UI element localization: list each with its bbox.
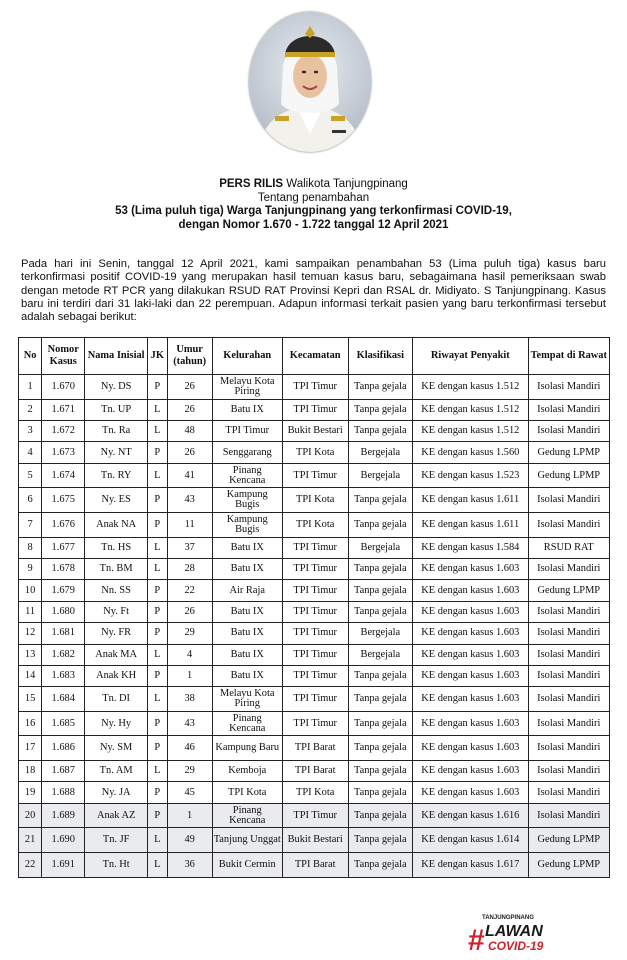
- table-header-row: [19, 338, 610, 375]
- cell-tempat-dirawat: Isolasi Mandiri: [528, 558, 609, 579]
- cell-umur: 26: [167, 442, 212, 463]
- cell-nama-inisial: Tn. BM: [85, 558, 148, 579]
- cell-klasifikasi: Tanpa gejala: [348, 375, 413, 400]
- cell-riwayat-penyakit: KE dengan kasus 1.603: [413, 623, 528, 644]
- col-header-klasifikasi: Klasifikasi: [348, 338, 413, 375]
- col-header-jk: JK: [147, 338, 167, 375]
- table-row: [19, 803, 610, 828]
- cell-jk: L: [147, 853, 167, 878]
- cell-kecamatan: TPI Timur: [282, 537, 348, 558]
- cell-no: 21: [19, 828, 42, 853]
- col-header-tempat-dirawat: Tempat di Rawat: [528, 338, 609, 375]
- cell-no: 7: [19, 512, 42, 537]
- cell-kecamatan: TPI Timur: [282, 580, 348, 601]
- cell-jk: P: [147, 803, 167, 828]
- cell-jk: P: [147, 512, 167, 537]
- cell-kelurahan: Batu IX: [212, 623, 282, 644]
- cell-klasifikasi: Bergejala: [348, 644, 413, 665]
- cell-kecamatan: TPI Barat: [282, 853, 348, 878]
- table-row: [19, 687, 610, 712]
- cell-klasifikasi: Tanpa gejala: [348, 488, 413, 513]
- cell-umur: 37: [167, 537, 212, 558]
- cell-jk: L: [147, 420, 167, 441]
- col-header-kelurahan: Kelurahan: [212, 338, 282, 375]
- cell-tempat-dirawat: Isolasi Mandiri: [528, 644, 609, 665]
- cell-kelurahan: Batu IX: [212, 537, 282, 558]
- cell-nomor-kasus: 1.673: [42, 442, 85, 463]
- cell-nama-inisial: Ny. FR: [85, 623, 148, 644]
- cell-no: 17: [19, 736, 42, 761]
- intro-paragraph: Pada hari ini Senin, tanggal 12 April 2021, kami sampaikan penambahan 53 (Lima puluh tiga) kasus baru terkonfirmasi positif COVID-19 yang merupakan hasil temuan kasus baru, sebagaimana hasil pemeriksaan swab dengan metode RT PCR yang dilakukan RSUD RAT Provinsi Kepri dan RSAL dr. Midiyato. S Tanjungpinang. Kasus baru ini terdiri dari 31 laki-laki dan 22 perempuan. Adapun informasi terkait pasien yang baru terkonfirmasi tersebut adalah sebagai berikut:: [21, 258, 606, 324]
- table-row: [19, 512, 610, 537]
- cell-tempat-dirawat: Gedung LPMP: [528, 828, 609, 853]
- cell-kelurahan: Melayu Kota Piring: [212, 375, 282, 400]
- cell-umur: 26: [167, 375, 212, 400]
- cell-riwayat-penyakit: KE dengan kasus 1.560: [413, 442, 528, 463]
- cell-umur: 43: [167, 488, 212, 513]
- cell-nama-inisial: Tn. UP: [85, 399, 148, 420]
- cell-no: 10: [19, 580, 42, 601]
- cell-no: 11: [19, 601, 42, 622]
- cell-riwayat-penyakit: KE dengan kasus 1.512: [413, 399, 528, 420]
- cell-nomor-kasus: 1.676: [42, 512, 85, 537]
- cell-nama-inisial: Ny. SM: [85, 736, 148, 761]
- cell-tempat-dirawat: Isolasi Mandiri: [528, 375, 609, 400]
- cell-riwayat-penyakit: KE dengan kasus 1.603: [413, 736, 528, 761]
- table-row: [19, 580, 610, 601]
- cell-tempat-dirawat: Gedung LPMP: [528, 580, 609, 601]
- cell-nomor-kasus: 1.686: [42, 736, 85, 761]
- press-release-header: [0, 178, 627, 232]
- table-row: [19, 442, 610, 463]
- cell-no: 20: [19, 803, 42, 828]
- cell-klasifikasi: Tanpa gejala: [348, 828, 413, 853]
- cell-kecamatan: Bukit Bestari: [282, 828, 348, 853]
- cell-klasifikasi: Tanpa gejala: [348, 512, 413, 537]
- case-table: [18, 337, 610, 878]
- cell-riwayat-penyakit: KE dengan kasus 1.603: [413, 687, 528, 712]
- cell-nomor-kasus: 1.675: [42, 488, 85, 513]
- cell-umur: 36: [167, 853, 212, 878]
- cell-nama-inisial: Ny. JA: [85, 782, 148, 803]
- cell-jk: P: [147, 442, 167, 463]
- table-row: [19, 711, 610, 736]
- cell-nomor-kasus: 1.670: [42, 375, 85, 400]
- cell-klasifikasi: Tanpa gejala: [348, 665, 413, 686]
- cell-tempat-dirawat: RSUD RAT: [528, 537, 609, 558]
- cell-kelurahan: Batu IX: [212, 558, 282, 579]
- cell-jk: P: [147, 375, 167, 400]
- cell-umur: 43: [167, 711, 212, 736]
- cell-tempat-dirawat: Gedung LPMP: [528, 463, 609, 488]
- cell-jk: L: [147, 399, 167, 420]
- cell-nomor-kasus: 1.681: [42, 623, 85, 644]
- cell-kecamatan: TPI Timur: [282, 463, 348, 488]
- cell-jk: L: [147, 644, 167, 665]
- cell-kelurahan: Batu IX: [212, 665, 282, 686]
- cell-kecamatan: TPI Timur: [282, 711, 348, 736]
- cell-tempat-dirawat: Isolasi Mandiri: [528, 803, 609, 828]
- cell-umur: 22: [167, 580, 212, 601]
- logo-word-covid: COVID-19: [488, 939, 544, 953]
- cell-tempat-dirawat: Isolasi Mandiri: [528, 665, 609, 686]
- cell-klasifikasi: Tanpa gejala: [348, 782, 413, 803]
- cell-jk: P: [147, 736, 167, 761]
- cell-tempat-dirawat: Isolasi Mandiri: [528, 488, 609, 513]
- cell-riwayat-penyakit: KE dengan kasus 1.603: [413, 580, 528, 601]
- cell-nomor-kasus: 1.680: [42, 601, 85, 622]
- table-row: [19, 420, 610, 441]
- cell-kelurahan: Pinang Kencana: [212, 803, 282, 828]
- cell-nomor-kasus: 1.690: [42, 828, 85, 853]
- cell-jk: P: [147, 623, 167, 644]
- cell-nama-inisial: Tn. AM: [85, 761, 148, 782]
- cell-nomor-kasus: 1.691: [42, 853, 85, 878]
- col-header-no: No: [19, 338, 42, 375]
- table-row: [19, 399, 610, 420]
- cell-umur: 1: [167, 665, 212, 686]
- col-header-nomor-kasus: Nomor Kasus: [42, 338, 85, 375]
- cell-klasifikasi: Tanpa gejala: [348, 601, 413, 622]
- logo-hash: #: [468, 924, 485, 954]
- cell-kelurahan: Pinang Kencana: [212, 463, 282, 488]
- col-header-kecamatan: Kecamatan: [282, 338, 348, 375]
- cell-klasifikasi: Tanpa gejala: [348, 853, 413, 878]
- cell-riwayat-penyakit: KE dengan kasus 1.611: [413, 488, 528, 513]
- table-row: [19, 601, 610, 622]
- cell-nomor-kasus: 1.677: [42, 537, 85, 558]
- cell-nama-inisial: Anak KH: [85, 665, 148, 686]
- cell-jk: P: [147, 488, 167, 513]
- cell-no: 22: [19, 853, 42, 878]
- cell-kelurahan: Kampung Bugis: [212, 488, 282, 513]
- cell-kecamatan: TPI Barat: [282, 736, 348, 761]
- cell-nama-inisial: Tn. JF: [85, 828, 148, 853]
- cell-klasifikasi: Bergejala: [348, 463, 413, 488]
- cell-riwayat-penyakit: KE dengan kasus 1.617: [413, 853, 528, 878]
- cell-umur: 4: [167, 644, 212, 665]
- cell-umur: 48: [167, 420, 212, 441]
- cell-kecamatan: TPI Timur: [282, 623, 348, 644]
- cell-jk: P: [147, 601, 167, 622]
- table-row: [19, 736, 610, 761]
- cell-kecamatan: TPI Timur: [282, 644, 348, 665]
- cell-nomor-kasus: 1.689: [42, 803, 85, 828]
- cell-jk: P: [147, 711, 167, 736]
- cell-nama-inisial: Anak MA: [85, 644, 148, 665]
- cell-umur: 28: [167, 558, 212, 579]
- cell-nomor-kasus: 1.687: [42, 761, 85, 782]
- cell-klasifikasi: Tanpa gejala: [348, 736, 413, 761]
- cell-nama-inisial: Tn. Ra: [85, 420, 148, 441]
- cell-tempat-dirawat: Isolasi Mandiri: [528, 399, 609, 420]
- col-header-umur: Umur (tahun): [167, 338, 212, 375]
- cell-riwayat-penyakit: KE dengan kasus 1.603: [413, 644, 528, 665]
- cell-no: 14: [19, 665, 42, 686]
- cell-umur: 49: [167, 828, 212, 853]
- table-row: [19, 828, 610, 853]
- cell-klasifikasi: Tanpa gejala: [348, 399, 413, 420]
- cell-umur: 46: [167, 736, 212, 761]
- cell-nama-inisial: Tn. DI: [85, 687, 148, 712]
- cell-no: 13: [19, 644, 42, 665]
- cell-umur: 11: [167, 512, 212, 537]
- cell-klasifikasi: Tanpa gejala: [348, 420, 413, 441]
- cell-kecamatan: TPI Timur: [282, 601, 348, 622]
- cell-no: 18: [19, 761, 42, 782]
- cell-jk: P: [147, 665, 167, 686]
- cell-klasifikasi: Tanpa gejala: [348, 711, 413, 736]
- logo-word-lawan: LAWAN: [485, 923, 543, 940]
- table-row: [19, 375, 610, 400]
- cell-no: 8: [19, 537, 42, 558]
- cell-umur: 26: [167, 399, 212, 420]
- cell-jk: L: [147, 687, 167, 712]
- col-header-nama-inisial: Nama Inisial: [85, 338, 148, 375]
- cell-kecamatan: TPI Kota: [282, 488, 348, 513]
- case-table-body: [19, 375, 610, 878]
- cell-riwayat-penyakit: KE dengan kasus 1.614: [413, 828, 528, 853]
- header-line-2: Tentang penambahan: [257, 191, 370, 204]
- cell-tempat-dirawat: Isolasi Mandiri: [528, 736, 609, 761]
- cell-klasifikasi: Tanpa gejala: [348, 687, 413, 712]
- cell-kelurahan: Bukit Cermin: [212, 853, 282, 878]
- cell-tempat-dirawat: Isolasi Mandiri: [528, 420, 609, 441]
- table-row: [19, 782, 610, 803]
- cell-klasifikasi: Tanpa gejala: [348, 558, 413, 579]
- cell-kelurahan: TPI Timur: [212, 420, 282, 441]
- cell-kecamatan: TPI Timur: [282, 803, 348, 828]
- col-header-riwayat-penyakit: Riwayat Penyakit: [413, 338, 528, 375]
- cell-no: 16: [19, 711, 42, 736]
- cell-no: 4: [19, 442, 42, 463]
- cell-no: 9: [19, 558, 42, 579]
- header-pers-rilis: PERS RILIS: [219, 178, 284, 190]
- lawan-covid-logo-graphic: [468, 912, 550, 954]
- cell-kecamatan: TPI Timur: [282, 665, 348, 686]
- cell-kelurahan: Kampung Baru: [212, 736, 282, 761]
- cell-no: 15: [19, 687, 42, 712]
- cell-kecamatan: TPI Timur: [282, 375, 348, 400]
- cell-no: 5: [19, 463, 42, 488]
- cell-tempat-dirawat: Isolasi Mandiri: [528, 782, 609, 803]
- cell-jk: P: [147, 580, 167, 601]
- cell-kecamatan: TPI Timur: [282, 399, 348, 420]
- cell-nama-inisial: Ny. DS: [85, 375, 148, 400]
- table-row: [19, 558, 610, 579]
- table-row: [19, 761, 610, 782]
- cell-riwayat-penyakit: KE dengan kasus 1.584: [413, 537, 528, 558]
- cell-kelurahan: Senggarang: [212, 442, 282, 463]
- cell-umur: 41: [167, 463, 212, 488]
- cell-riwayat-penyakit: KE dengan kasus 1.512: [413, 375, 528, 400]
- cell-nomor-kasus: 1.679: [42, 580, 85, 601]
- table-row: [19, 623, 610, 644]
- table-row: [19, 488, 610, 513]
- cell-nomor-kasus: 1.688: [42, 782, 85, 803]
- cell-kelurahan: TPI Kota: [212, 782, 282, 803]
- table-row: [19, 665, 610, 686]
- cell-nomor-kasus: 1.674: [42, 463, 85, 488]
- cell-klasifikasi: Tanpa gejala: [348, 580, 413, 601]
- cell-kecamatan: TPI Timur: [282, 558, 348, 579]
- cell-no: 6: [19, 488, 42, 513]
- cell-no: 12: [19, 623, 42, 644]
- official-portrait: [249, 12, 371, 152]
- cell-umur: 29: [167, 623, 212, 644]
- cell-tempat-dirawat: Isolasi Mandiri: [528, 761, 609, 782]
- cell-riwayat-penyakit: KE dengan kasus 1.603: [413, 711, 528, 736]
- cell-jk: L: [147, 761, 167, 782]
- cell-nama-inisial: Ny. Hy: [85, 711, 148, 736]
- cell-nomor-kasus: 1.683: [42, 665, 85, 686]
- cell-riwayat-penyakit: KE dengan kasus 1.603: [413, 558, 528, 579]
- cell-kecamatan: Bukit Bestari: [282, 420, 348, 441]
- cell-jk: L: [147, 558, 167, 579]
- cell-kelurahan: Batu IX: [212, 399, 282, 420]
- cell-nama-inisial: Tn. RY: [85, 463, 148, 488]
- cell-riwayat-penyakit: KE dengan kasus 1.603: [413, 665, 528, 686]
- cell-kecamatan: TPI Kota: [282, 512, 348, 537]
- cell-no: 19: [19, 782, 42, 803]
- cell-nomor-kasus: 1.682: [42, 644, 85, 665]
- cell-jk: L: [147, 463, 167, 488]
- cell-kecamatan: TPI Barat: [282, 761, 348, 782]
- cell-riwayat-penyakit: KE dengan kasus 1.616: [413, 803, 528, 828]
- cell-kecamatan: TPI Kota: [282, 442, 348, 463]
- cell-klasifikasi: Bergejala: [348, 537, 413, 558]
- table-row: [19, 537, 610, 558]
- cell-riwayat-penyakit: KE dengan kasus 1.523: [413, 463, 528, 488]
- cell-jk: L: [147, 537, 167, 558]
- header-line-3: 53 (Lima puluh tiga) Warga Tanjungpinang yang terkonfirmasi COVID-19,: [115, 205, 512, 217]
- cell-kecamatan: TPI Kota: [282, 782, 348, 803]
- cell-no: 1: [19, 375, 42, 400]
- cell-nomor-kasus: 1.678: [42, 558, 85, 579]
- cell-umur: 29: [167, 761, 212, 782]
- cell-jk: P: [147, 782, 167, 803]
- cell-kelurahan: Batu IX: [212, 601, 282, 622]
- cell-riwayat-penyakit: KE dengan kasus 1.611: [413, 512, 528, 537]
- cell-kelurahan: Pinang Kencana: [212, 711, 282, 736]
- logo-top-text: TANJUNGPINANG: [482, 915, 534, 921]
- table-row: [19, 644, 610, 665]
- cell-nama-inisial: Ny. Ft: [85, 601, 148, 622]
- cell-jk: L: [147, 828, 167, 853]
- cell-umur: 1: [167, 803, 212, 828]
- cell-umur: 45: [167, 782, 212, 803]
- cell-nama-inisial: Ny. ES: [85, 488, 148, 513]
- cell-no: 2: [19, 399, 42, 420]
- cell-riwayat-penyakit: KE dengan kasus 1.603: [413, 782, 528, 803]
- cell-tempat-dirawat: Isolasi Mandiri: [528, 512, 609, 537]
- cell-klasifikasi: Bergejala: [348, 442, 413, 463]
- cell-no: 3: [19, 420, 42, 441]
- cell-nomor-kasus: 1.671: [42, 399, 85, 420]
- cell-tempat-dirawat: Isolasi Mandiri: [528, 687, 609, 712]
- cell-tempat-dirawat: Isolasi Mandiri: [528, 601, 609, 622]
- cell-kelurahan: Kemboja: [212, 761, 282, 782]
- cell-riwayat-penyakit: KE dengan kasus 1.603: [413, 761, 528, 782]
- cell-kelurahan: Air Raja: [212, 580, 282, 601]
- cell-nama-inisial: Tn. Ht: [85, 853, 148, 878]
- cell-umur: 38: [167, 687, 212, 712]
- header-line-1: [0, 178, 627, 192]
- cell-nomor-kasus: 1.685: [42, 711, 85, 736]
- cell-kelurahan: Tanjung Unggat: [212, 828, 282, 853]
- cell-nama-inisial: Ny. NT: [85, 442, 148, 463]
- cell-nama-inisial: Anak AZ: [85, 803, 148, 828]
- cell-kelurahan: Batu IX: [212, 644, 282, 665]
- portrait-photo: [249, 12, 371, 152]
- cell-tempat-dirawat: Gedung LPMP: [528, 853, 609, 878]
- cell-kecamatan: TPI Timur: [282, 687, 348, 712]
- cell-klasifikasi: Bergejala: [348, 623, 413, 644]
- header-walikota: Walikota Tanjungpinang: [283, 178, 408, 190]
- cell-tempat-dirawat: Isolasi Mandiri: [528, 623, 609, 644]
- cell-nomor-kasus: 1.672: [42, 420, 85, 441]
- cell-riwayat-penyakit: KE dengan kasus 1.603: [413, 601, 528, 622]
- cell-tempat-dirawat: Isolasi Mandiri: [528, 711, 609, 736]
- cell-tempat-dirawat: Gedung LPMP: [528, 442, 609, 463]
- cell-nama-inisial: Anak NA: [85, 512, 148, 537]
- cell-riwayat-penyakit: KE dengan kasus 1.512: [413, 420, 528, 441]
- cell-kelurahan: Kampung Bugis: [212, 512, 282, 537]
- table-row: [19, 853, 610, 878]
- cell-kelurahan: Melayu Kota Piring: [212, 687, 282, 712]
- cell-klasifikasi: Tanpa gejala: [348, 761, 413, 782]
- cell-nama-inisial: Tn. HS: [85, 537, 148, 558]
- cell-klasifikasi: Tanpa gejala: [348, 803, 413, 828]
- cell-nomor-kasus: 1.684: [42, 687, 85, 712]
- lawan-covid-logo: [468, 912, 550, 954]
- header-line-4: dengan Nomor 1.670 - 1.722 tanggal 12 April 2021: [178, 218, 449, 231]
- table-row: [19, 463, 610, 488]
- cell-umur: 26: [167, 601, 212, 622]
- portrait-illustration: [249, 12, 371, 152]
- cell-nama-inisial: Nn. SS: [85, 580, 148, 601]
